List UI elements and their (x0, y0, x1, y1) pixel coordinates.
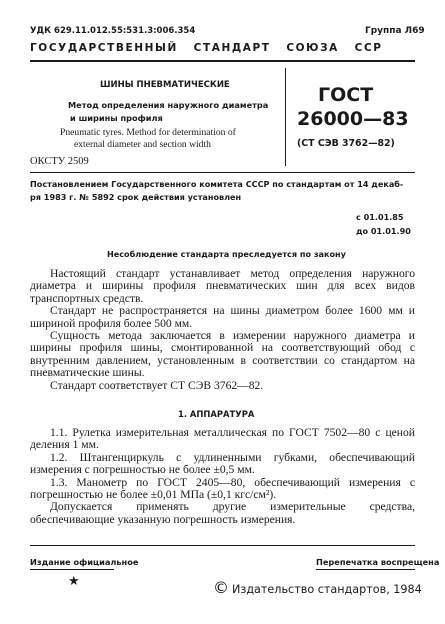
decree-line-2: ря 1983 г. № 5892 срок действия установлен (30, 192, 242, 202)
title-block-rule (30, 172, 415, 173)
gost-number: 26000—83 (297, 108, 409, 130)
decree-line-1: Постановлением Государственного комитета СССР по стандартам от 14 декаб- (30, 179, 404, 189)
copyright-icon: © (213, 578, 229, 597)
validity-from: с 01.01.85 (356, 212, 404, 222)
paragraph-conformity: Стандарт соответствует СТ СЭВ 3762—82. (50, 378, 264, 392)
gost-label: ГОСТ (318, 84, 374, 106)
st-sev-reference: (СТ СЭВ 3762—82) (297, 138, 395, 149)
official-underline (30, 569, 114, 570)
paragraph-scope: Настоящий стандарт устанавливает метод определения наружного диаметра и ширины профиля пневматических шин для всех видов транспортных средств. (30, 267, 415, 305)
section-apparatus (30, 427, 415, 526)
item-alternative: Допускается применять другие измерительные средства, обеспечивающие указанную погрешность измерения. (30, 500, 415, 526)
title-ru-3: и ширины профиля (70, 113, 163, 123)
title-en-2: external diameter and section width (74, 139, 211, 150)
title-ru-2: Метод определения наружного диаметра (68, 100, 269, 110)
item-1-3: 1.3. Манометр по ГОСТ 2405—80, обеспечивающий измерения с погрешностью не более ±0,01 МПа (±0,1 кгс/см²). (30, 475, 415, 502)
title-en-1: Pneumatic tyres. Method for determination of (60, 127, 236, 138)
section-heading: 1. АППАРАТУРА (178, 409, 255, 419)
paragraph-essence: Сущность метода заключается в измерении наружного диаметра и ширины профиля шины, смонтированной на соответствующий обод с внутренним давлением, установленным в соответствии со стандартом на пневматические шины. (30, 329, 415, 380)
item-1-1: 1.1. Рулетка измерительная металлическая по ГОСТ 7502—80 с ценой деления 1 мм. (30, 426, 415, 452)
paragraph-limits: Стандарт не распространяется на шины диаметром более 1600 мм и шириной профиля более 500 мм. (30, 304, 415, 330)
star-icon: ★ (68, 573, 80, 588)
okstu-code: ОКСТУ 2509 (30, 156, 89, 167)
official-edition: Издание официальное (30, 557, 139, 567)
title-divider (285, 68, 286, 166)
item-1-2: 1.2. Штангенциркуль с удлиненными губками, обеспечивающий измерения с погрешностью не более ±0,5 мм. (30, 450, 415, 477)
udk-code: УДК 629.11.012.55:531.3:006.354 (30, 26, 196, 36)
title-ru-1: ШИНЫ ПНЕВМАТИЧЕСКИЕ (100, 80, 230, 90)
reprint-underline (316, 569, 415, 570)
intro-text (30, 268, 415, 392)
state-standard-banner: ГОСУДАРСТВЕННЫЙ СТАНДАРТ СОЮЗА ССР (30, 42, 383, 54)
footer-rule (30, 545, 415, 546)
group-code: Группа Л69 (365, 26, 425, 36)
law-notice: Несоблюдение стандарта преследуется по закону (107, 249, 346, 259)
reprint-prohibited: Перепечатка воспрещена (316, 557, 440, 567)
publisher: Издательство стандартов, 1984 (232, 583, 422, 596)
validity-to: до 01.01.90 (356, 226, 411, 236)
header-rule (30, 60, 415, 62)
